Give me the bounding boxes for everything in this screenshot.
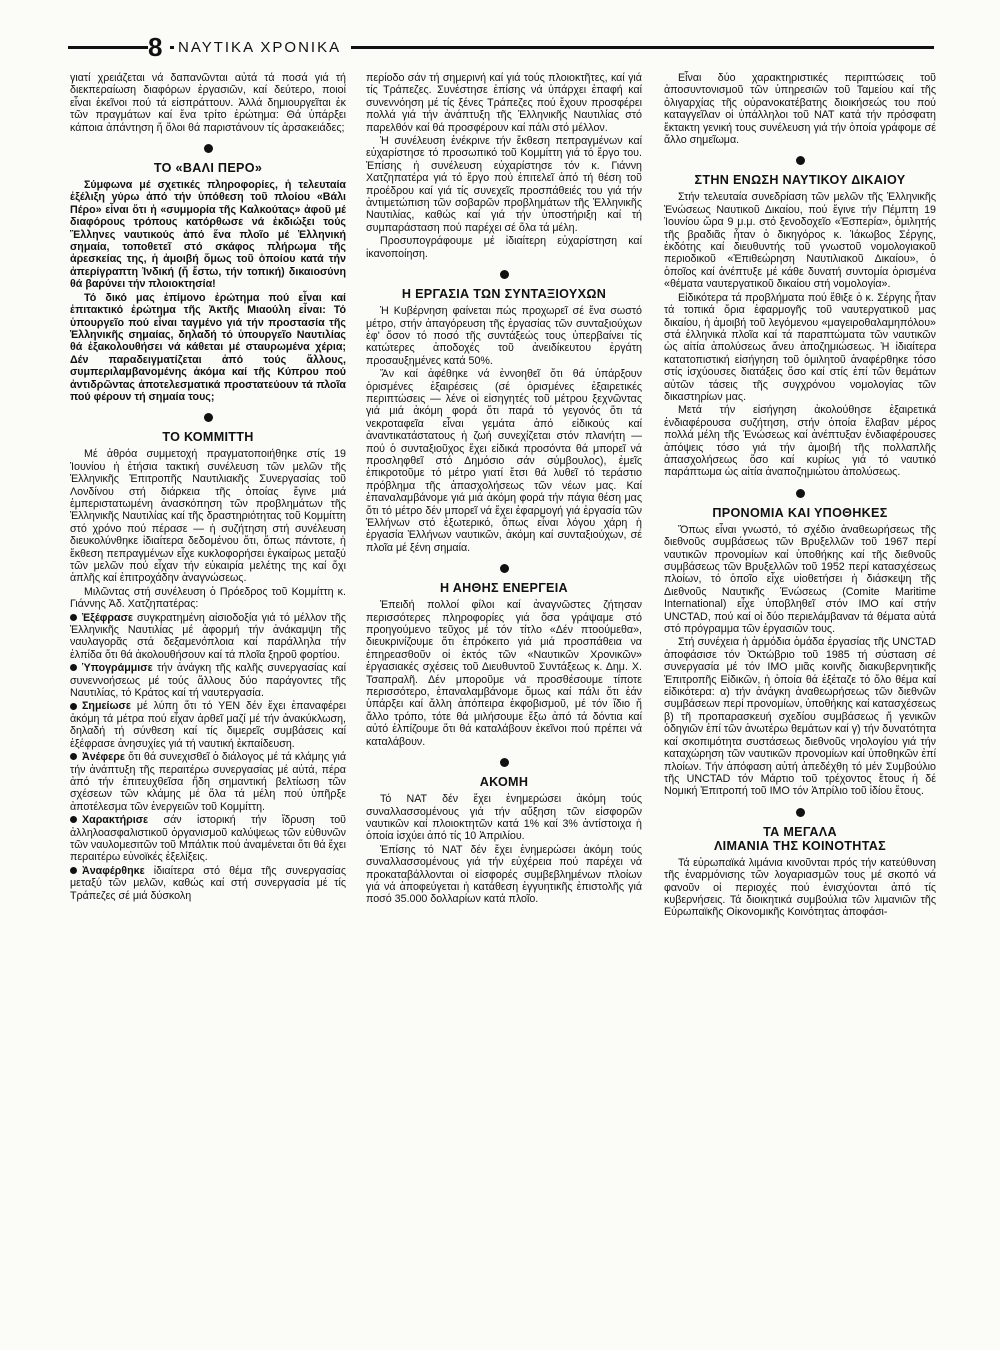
page-header	[68, 32, 934, 64]
committee-paragraph-2: Μιλῶντας στή συνέλευση ὁ Πρόεδρος τοῦ Κομμίττη κ. Γιάννης Ἀδ. Χατζηπατέρας:	[70, 585, 346, 611]
law-paragraph-2: Εἰδικότερα τά προβλήματα πού ἔθιξε ὁ κ. Σέργης ἦταν τά τοπικά ὅρια ἐφαρμογῆς τοῦ ναυτεργατικοῦ μας δικαίου, ἡ ἀμοιβή τοῦ λεγόμενου «μαγειροθαλαμηπόλου» στά ἑλληνικά πλοῖα καί τά παραπτώματα τῶν ναυτικῶν ὡς αἰτία ἀπολύσεως ἄνευ ἀποζημιώσεως. Ἡ ἰδιαίτερα κατατοπιστική εἰσήγηση τοῦ ὁμιλητοῦ ἀναφέρθηκε τόσο στίς ἰσχύουσες διατάξεις ὅσο καί στίς ἐπί τῶν θεμάτων αὐτῶν τάσεις τῆς συγχρόνου νομολογίας τῶν δικαστηρίων μας.	[664, 291, 936, 403]
bullet-icon	[70, 816, 77, 823]
section-title-maritime-law: ΣΤΗΝ ΕΝΩΣΗ ΝΑΥΤΙΚΟΥ ΔΙΚΑΙΟΥ	[694, 173, 906, 188]
section-bullet-dot	[204, 413, 213, 422]
liens-paragraph-1: Ὅπως εἶναι γνωστό, τό σχέδιο ἀναθεωρήσεως τῆς διεθνοῦς συμβάσεως τῶν Βρυξελλῶν τοῦ 1967 περί ναυτικῶν προνομίων καί ὑποθήκης καί τῆς διεθνοῦς συμβάσεως τῶν Βρυξελλῶν τοῦ 1952 περί κατασχέσεως πλοίων, τό ὁποῖο εἶχε υἱοθετήσει ἡ διάσκεψη τῆς Διεθνοῦς Ναυτικῆς Ἑνώσεως (Comite Maritime International) εἶχε ὑποβληθεῖ στόν ΙΜΟ καί στήν UNCTAD, πού καί οἱ δύο περιελάμβαναν τά θέματα αὐτά στό πρόγραμμα τῶν ἐργασιῶν τους.	[664, 523, 936, 636]
bullet-icon	[70, 753, 77, 760]
section-bullet-dot	[500, 758, 509, 767]
list-item: Ἐξέφρασε συγκρατημένη αἰσιοδοξία γιά τό μέλλον τῆς Ἑλληνικῆς Ναυτιλίας μέ ἀφορμή τήν ἀνάκαμψη τῆς ναυλαγορᾶς στά δεξαμενόπλοια καί παράλληλα τήν ἐλπίδα ὅτι θά ἀκολουθήσουν καί τά πλοῖα ξηροῦ φορτίου.	[70, 611, 346, 661]
list-item: Χαρακτήρισε σάν ἱστορική τήν ἵδρυση τοῦ ἀλληλοασφαλιστικοῦ ὀργανισμοῦ καλύψεως τῶν εὐθυνῶν τῶν ναυλομεσιτῶν τοῦ Μπάλτικ πού ἀναμένεται ὅτι θά ἔχει περαιτέρω εὐνοϊκές ἐξελίξεις.	[70, 814, 346, 864]
list-item: Ὑπογράμμισε τήν ἀνάγκη τῆς καλῆς συνεργασίας καί συνεννοήσεως μέ τούς ἄλλους δύο παράγοντες τῆς Ναυτιλίας, τό Κράτος καί τή ναυτεργασία.	[70, 662, 346, 700]
section-title-vali-pero: ΤΟ «ΒΑΛΙ ΠΕΡΟ»	[153, 161, 263, 176]
column-3	[664, 72, 936, 920]
publication-name: ΝΑΥΤΙΚΑ ΧΡΟΝΙΚΑ	[174, 38, 351, 58]
section-bullet-dot	[796, 489, 805, 498]
energy-paragraph-1: Ἐπειδή πολλοί φίλοι καί ἀναγνῶστες ζήτησαν περισσότερες πληροφορίες γιά ὅσα γράψαμε στό προηγούμενο τεῦχος μέ τόν τίτλο «Δέν πτοούμεθα», διευκρινίζουμε ὅτι ἐπρόκειτο γιά μιά προσπάθεια να ἐπηρεασθοῦν οἱ ἐκτός τῶν «Ναυτικῶν Χρονικῶν» ἐργασιακές σχέσεις τοῦ Διευθυντοῦ Συντάξεως κ. Δημ. Χ. Τσαπραλῆ. Δέν μποροῦμε νά προσθέσουμε τίποτε περισσότερο, ἐπαναλαμβάνομε ὅμως καί πάλι ὅτι ἐάν ὑπάρξει καί ἄλλη ἀπόπειρα ἐκφοβισμοῦ, μέ τόν ἴδιο ἤ ἄλλο τρόπο, τότε θά μιλήσουμε ἔξω ἀπό τά δόντια καί αὐτό ἐλπίζουμε ὅτι θά καταλάβουν ἐκεῖνοι πού πρέπει νά καταλάβουν.	[366, 599, 642, 748]
section-bullet-dot	[500, 564, 509, 573]
list-item: Ἀνέφερε ὅτι θά συνεχισθεῖ ὁ διάλογος μέ τά κλάμης γιά τήν ἀνάπτυξη τῆς περαιτέρω συνεργασίας μέ αὐτά, πέρα ἀπό τήν ἐπιτευχθεῖσα ἤδη σημαντική βελτίωση τῶν σχέσεων τῶν κλάμης μέ ὅλα τά μέλη πού ὑπῆρξε ἀποτέλεσμα τῶν ἐνεργειῶν τοῦ Κομμίττη.	[70, 751, 346, 813]
still-paragraph-2: Ἐπίσης τό ΝΑΤ δέν ἔχει ἐνημερώσει ἀκόμη τούς συναλλασσομένους γιά τήν εὐχέρεια πού παρέχει νά προκαταβάλλονται οἱ εἰσφορές συμβεβλημένων πλοίων γιά νά ἀποφεύγεται ἡ κατάθεση ἐγγυητικῆς ἐπιστολῆς γιά ποσό 35.000 δολλαρίων κατά πλοῖο.	[366, 843, 642, 906]
bullet-icon	[70, 664, 77, 671]
law-paragraph-3: Μετά τήν εἰσήγηση ἀκολούθησε ἐξαιρετικά ἐνδιαφέρουσα συζήτηση, στήν ὁποία ἔλαβαν μέρος πολλά μέλη τῆς Ἑνώσεως καί ἀνέπτυξαν ἐνδιαφέρουσες ἀπόψεις τόσο γιά τήν ἀμοιβή τῆς πολλαπλῆς ἀπασχολήσεως ὅσο καί κυρίως γιά τό ναυτικό παράπτωμα ὡς αἰτία ἀναποζημιώτου ἀπολύσεως.	[664, 404, 936, 479]
section-bullet-dot	[204, 144, 213, 153]
list-item: Σημείωσε μέ λύπη ὅτι τό ΥΕΝ δέν ἔχει ἐπαναφέρει ἀκόμη τά μέτρα πού εἶχαν ἀρθεῖ μαζί μέ τήν ἀνακύκλωση, δηλαδή τή σύνθεση καί τίς διμερεῖς συμβάσεις καί ἐξέφρασε ἀνησυχίες γιά τή ναυτική ἐκπαίδευση.	[70, 700, 346, 750]
continued-paragraph-3: Προσυπογράφουμε μέ ἰδιαίτερη εὐχαρίστηση καί ἱκανοποίηση.	[366, 235, 642, 260]
pension-paragraph-2: Ἄν καί ἀφέθηκε νά ἐννοηθεῖ ὅτι θά ὑπάρξουν ὁρισμένες ἐξαιρέσεις (σέ ὁρισμένες ἐξαιρετικές περιπτώσεις — λένε οἱ εἰσηγητές τοῦ μέτρου ξεχνῶντας γιά μιά ἀκόμη φορά ὅτι παρά τό γεγονός ὅτι τά νεκροταφεῖα εἶναι γεμάτα ἀπό εἰδικούς καί ἀναντικατάστατους ἡ ζωή συνεχίζεται στόν πλανήτη — πού ὁ συνταξιοῦχος ἔχει εἰδικά προσόντα θά μπορεῖ νά προσληφθεῖ στό Δημόσιο σάν σύμβουλος), ἐμεῖς ἐπικροτοῦμε τό μέτρο γιατί ἔτσι θά λυθεῖ τό τεράστιο πρόβλημα τῆς ἀπασχολήσεως τῶν νέων μας. Καί ἐπαναλαμβάνομε γιά μιά ἀκόμη φορά τήν πάγια θέση μας ὅτι τό μέτρο δέν μπορεῖ νά ἔχει ἐφαρμογή γιά ἐργασία τῶν Ἑλλήνων στό ἐξωτερικό, ὅπως εἶναι λόγου χάρη ἡ ἐργασία Ἑλλήνων ναυτικῶν, ἀκόμη καί συνταξιούχων, σέ πλοῖα μέ ξένη σημαία.	[366, 368, 642, 554]
bullet-icon	[70, 867, 77, 874]
ports-paragraph-1: Τά εὐρωπαϊκά λιμάνια κινοῦνται πρός τήν κατεύθυνση τῆς ἐναρμόνισης τῶν λογαριασμῶν τους μέ σκοπό νά φανοῦν οἱ περιοχές πού ἐνισχύονται ἀπό τίς κυβερνήσεις. Τά διοικητικά συμβούλια τῶν λιμανιῶν τῆς Εὐρωπαϊκῆς Οἰκονομικῆς Κοινότητας ἀποφάσι-	[664, 856, 936, 919]
law-paragraph-1: Στήν τελευταία συνεδρίαση τῶν μελῶν τῆς Ἑλληνικῆς Ἑνώσεως Ναυτικοῦ Δικαίου, πού ἔγινε τήν Πέμπτη 19 Ἰουνίου ὥρα 9 μ.μ. στό ξενοδοχεῖο «Ἑσπερία», ὁμιλητής τῆς βραδιᾶς ἦταν ὁ δικηγόρος κ. Ἰάκωβος Σέργης, ἐκδότης καί διευθυντής τοῦ γνωστοῦ νομολογιακοῦ περιοδικοῦ «Ἐπιθεώρηση Ναυτιλιακοῦ Δικαίου», ὁ ὁποῖος καί ἀνέπτυξε μέ κάθε δυνατή συντομία ὁρισμένα «θέματα ναυτεργατικοῦ δικαίου στή νομολογία».	[664, 191, 936, 291]
bullet-icon	[70, 614, 77, 621]
section-title-ports: ΤΑ ΜΕΓΑΛΑ ΛΙΜΑΝΙΑ ΤΗΣ ΚΟΙΝΟΤΗΤΑΣ	[713, 824, 886, 853]
pension-paragraph-1: Ἡ Κυβέρνηση φαίνεται πώς προχωρεῖ σέ ἕνα σωστό μέτρο, στήν ἀπαγόρευση τῆς ἐργασίας τῶν συνταξιούχων ἐφ' ὅσον τό ποσό τῆς συντάξεώς τους ὑπερβαίνει τίς κατώτερες ἀποδοχές τοῦ ἀνειδίκευτου ἐργάτη προσαυξημένες κατά 50%.	[366, 305, 642, 367]
bullet-icon	[70, 703, 77, 710]
section-bullet-dot	[796, 156, 805, 165]
intro-paragraph: γιατί χρειάζεται νά δαπανῶνται αὐτά τά ποσά γιά τή διεκπεραίωση διαφόρων ἐργασιῶν, καί δεύτερο, ποιοί εἶναι ἐκεῖνοι πού τά εἰσπράττουν. Ἀλλά δημιουργεῖται ἐκ τῶν πραγμάτων καί ἕνα τρίτο ἐρώτημα: Θά ὑπάρξει κάποια ἀπάντηση ἤ ὅλοι θά παριστάνουν τίς ἀρσακειάδες;	[70, 72, 346, 134]
vali-paragraph-2: Τό δικό μας ἐπίμονο ἐρώτημα πού εἶναι καί ἐπιτακτικό ἐρώτημα τῆς Ἀκτῆς Μιαούλη εἶναι: Τό ὑπουργεῖο πού εἶναι ταγμένο γιά τήν προστασία τῆς Ἑλληνικῆς σημαίας, δηλαδή τό ὑπουργεῖο Ναυτιλίας θά ἐξακολουθήσει νά κάθεται μέ σταυρωμένα χέρια; Δέν παραδειγματίζεται ἀπό τούς ἄλλους, συμπεριλαμβανομένης ἀκόμα καί τῆς Κύπρου πού ἀντιδρῶντας ἀποτελεσματικά προστατεύουν τά πλοῖα πού φέρουν τή σημαία τους;	[70, 291, 346, 403]
vali-paragraph-1: Σύμφωνα μέ σχετικές πληροφορίες, ἡ τελευταία ἐξέλιξη γύρω ἀπό τήν ὑπόθεση τοῦ πλοίου «Βάλι Πέρο» εἶναι ὅτι ἡ «συμμορία τῆς Καλκούτας» ἀφοῦ μέ διαφόρους τρόπους κατόρθωσε νά ἐκδιώξει τούς Ἕλληνες ναυτικούς ἀπό ἕνα πλοῖο μέ Ἑλληνική σημαία, τοποθετεῖ στό σκάφος πλήρωμα τῆς ἀρεσκείας της, ἡ ἀμοιβή ὅμως τοῦ ὁποίου κατά τήν ἀπερίγραπτη Ἰνδική (ἤ ἔστω, τήν τοπική) δικαιοσύνη θά βαρύνει τήν πλοιοκτησία!	[70, 179, 346, 291]
page-number: 8	[148, 32, 170, 62]
section-title-committee: ΤΟ ΚΟΜΜΙΤΤΗ	[162, 430, 254, 445]
column-2	[366, 72, 642, 907]
continued-paragraph-2: Ἡ συνέλευση ἐνέκρινε τήν ἔκθεση πεπραγμένων καί εὐχαρίστησε τό προσωπικό τοῦ Κομμίττη γιά τό ἔργο του. Ἐπίσης ἡ συνέλευση εὐχαρίστησε τόν κ. Γιάννη Χατζηπατέρα γιά τό ἔργο πού ἐπιτελεῖ ἀπό τή θέση τοῦ προέδρου καί γιά τίς συνεχεῖς προσπάθειές του γιά τήν ἀντιμετώπιση τῶν σοβαρῶν προβλημάτων τῆς Ἑλληνικῆς Ναυτιλίας, καθώς καί γιά τήν ὑποστήριξη καί τή συμπαράσταση πού παρέχει σέ ὅλα τά μέλη.	[366, 135, 642, 234]
column-1	[70, 72, 346, 903]
section-bullet-dot	[796, 808, 805, 817]
intro-paragraph: Εἶναι δύο χαρακτηριστικές περιπτώσεις τοῦ ἀποσυντονισμοῦ τῶν ὑπηρεσιῶν τοῦ Ταμείου καί τῆς ὀλιγαρχίας τῆς οὐρανοκατέβατης διοικήσεώς του πού καταγγεῖλαν οἱ ὑπάλληλοι τοῦ ΝΑΤ κατά τήν πρόσφατη ἔκτακτη γενική τους συνέλευση γιά τήν ὁποία γράφομε σέ ἄλλο σημεῖωμα.	[664, 72, 936, 147]
list-item: Ἀναφέρθηκε ἰδιαίτερα στό θέμα τῆς συνεργασίας μεταξύ τῶν μελῶν, καθώς καί στή συνεργασία μέ τίς Τράπεζες σέ μιά δύσκολη	[70, 864, 346, 902]
still-paragraph-1: Τό ΝΑΤ δέν ἔχει ἐνημερώσει ἀκόμη τούς συναλλασσομένους γιά τήν αὔξηση τῶν εἰσφορῶν ναυτικῶν καί πλοιοκτητῶν κατά 1% καί 3% ἀντίστοιχα ἡ ὁποία ἰσχύει ἀπό τίς 10 Ἀπριλίου.	[366, 793, 642, 843]
section-bullet-dot	[500, 270, 509, 279]
section-title-still: ΑΚΟΜΗ	[479, 775, 529, 790]
committee-paragraph-1: Μέ ἀθρόα συμμετοχή πραγματοποιήθηκε στίς 19 Ἰουνίου ἡ ἐτήσια τακτική συνέλευση τῶν μελῶν τῆς Ἑλληνικῆς Ἐπιτροπῆς Ναυτιλιακῆς Συνεργασίας τοῦ Λονδίνου στή διάρκεια τῆς ὁποίας ἔγινε μιά ἐμπεριστατωμένη ἀνασκόπηση τῶν προβλημάτων τῆς Ἑλληνικῆς Ναυτιλίας καί τῆς δραστηριότητας τοῦ Κομμίττη στό χρόνο πού πέρασε — ἡ συζήτηση στή συνέλευση διευκολύνθηκε ἰδιαίτερα δεδομένου ὅτι, ὅπως πάντοτε, ἡ ἔκθεση πεπραγμένων εἶχε κυκλοφορήσει ἐγκαίρως μεταξύ τῶν μελῶν πού εἶχαν τήν εὐκαιρία μελέτης της καί ὅχι ἁπλῆς καί ἐπιτροχάδην ἀναγνώσεως.	[70, 448, 346, 585]
section-title-energy: Η ΑΗΘΗΣ ΕΝΕΡΓΕΙΑ	[440, 581, 568, 596]
continued-paragraph-1: περίοδο σάν τή σημερινή καί γιά τούς πλοιοκτῆτες, καί γιά τίς Τράπεζες. Συνέστησε ἐπίσης νά ὑπάρχει ἐπαφή καί συνεννόηση μέ τίς ξένες Τράπεζες πού ἔχουν προσφέρει πολλά γιά τήν ἀνάπτυξη τῆς Ἑλληνικῆς Ναυτιλίας στό παρελθόν καί θά προσφέρουν καί πάλι στό μέλλον.	[366, 72, 642, 134]
section-title-liens: ΠΡΟΝΟΜΙΑ ΚΑΙ ΥΠΟΘΗΚΕΣ	[712, 505, 888, 520]
liens-paragraph-2: Στή συνέχεια ἡ ἁρμόδια ὁμάδα ἐργασίας τῆς UNCTAD ἀποφάσισε τόν Ὀκτώβριο τοῦ 1985 τή σύσταση σέ συνεργασία μέ τόν ΙΜΟ μιᾶς κοινῆς διακυβερνητικῆς Ἐπιτροπῆς Εἰδικῶν, ἡ ὁποία θά ἐξέταζε τό ὅλο θέμα καί εἰδικότερα: α) τήν ἀνάγκη ἀναθεωρήσεως τῶν διεθνῶν συμβάσεων περί προνομίων, ὑποθήκης καί κατασχέσεως β) τῆ προπαρασκευή σχεδίου συμβάσεως ἤ γενικῶν ὁδηγιῶν ἐπί τῶν ἀνωτέρω θεμάτων καί γ) τήν δυνατότητα καί σκοπιμότητα συστάσεως διεθνοῦς νηολογίου γιά τήν καταχώρηση τῶν ναυτικῶν προνομίων καί ὑποθηκῶν ἐπί πλοίων. Τήν ἀπόφαση αὐτή ἀπεδέχθη τό μέν Συμβούλιο τῆς UNCTAD τόν Μάρτιο τοῦ τρέχοντος ἔτους ἡ δέ Νομική Ἐπιτροπή τοῦ ΙΜΟ τόν Ἀπρίλιο τοῦ ἰδίου ἔτους.	[664, 636, 936, 798]
section-title-pensioners: Η ΕΡΓΑΣΙΑ ΤΩΝ ΣΥΝΤΑΞΙΟΥΧΩΝ	[401, 287, 607, 302]
